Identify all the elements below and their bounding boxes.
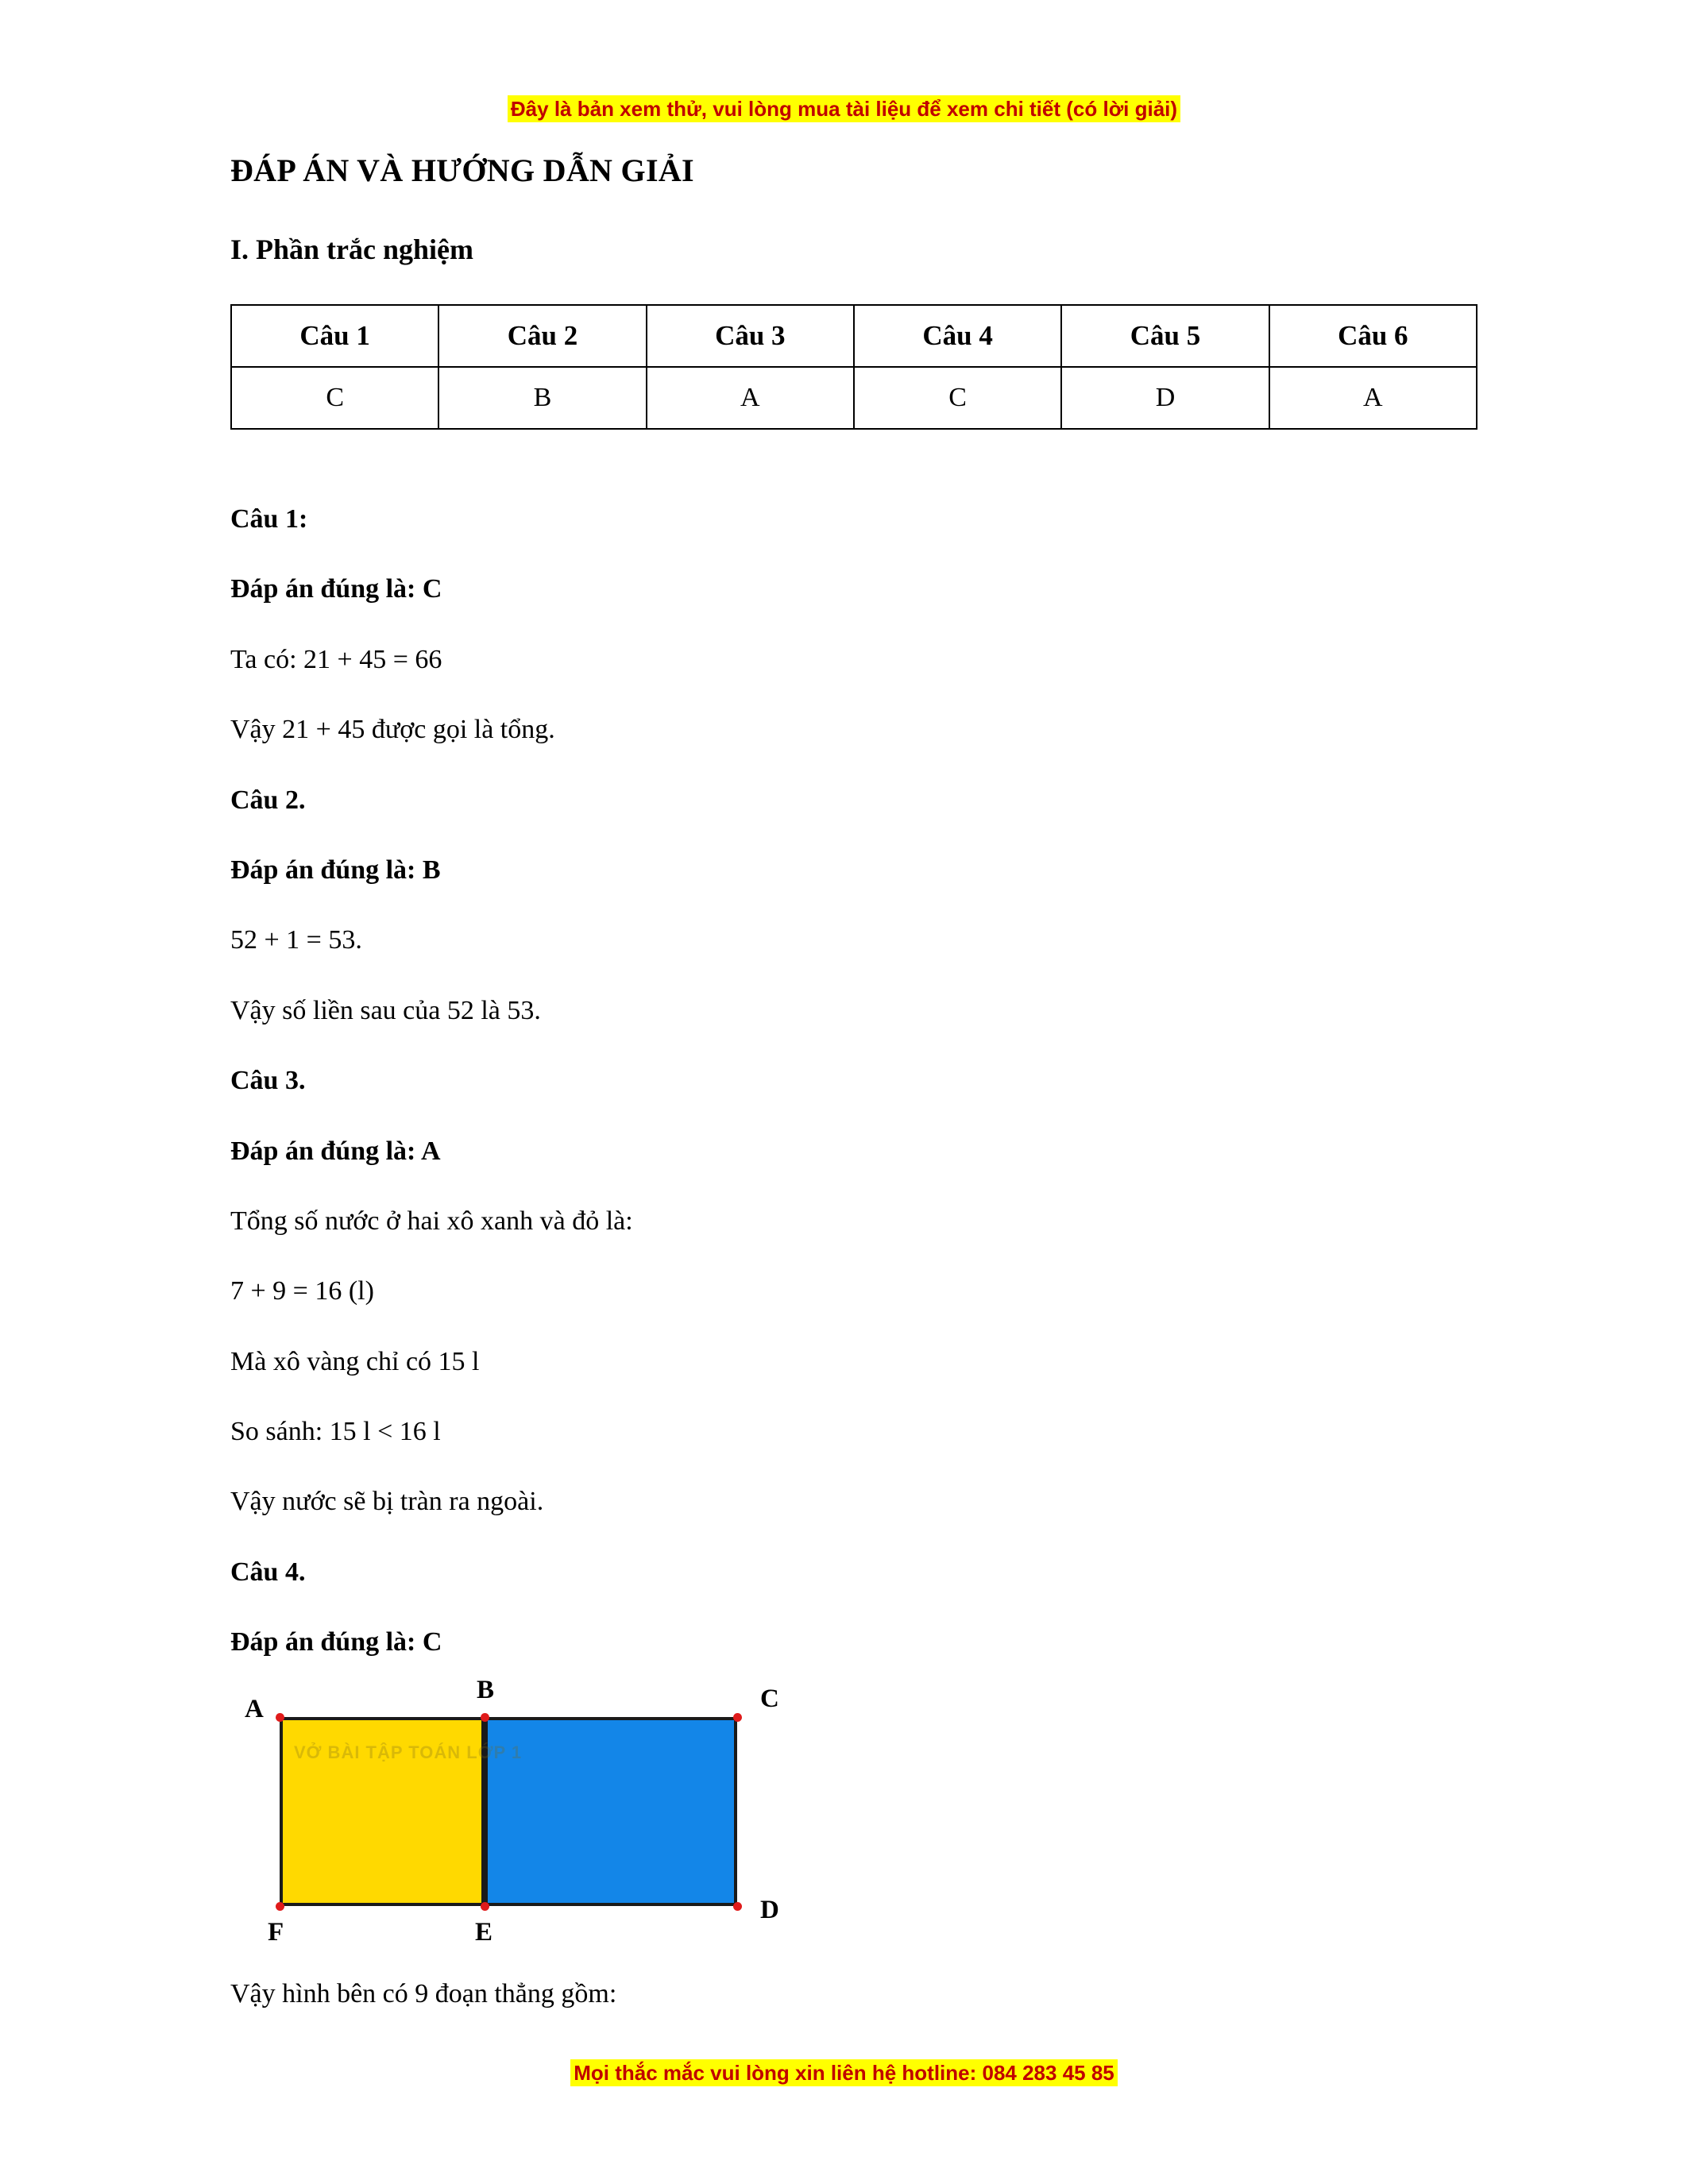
table-answer-cell-3: A bbox=[647, 367, 854, 429]
solution-line-2-1: 52 + 1 = 53. bbox=[230, 925, 362, 955]
table-header-cell-4: Câu 4 bbox=[854, 305, 1061, 367]
solution-line-1-2: Vậy 21 + 45 được gọi là tổng. bbox=[230, 715, 555, 745]
table-row-answers bbox=[231, 367, 1477, 429]
vertex-dot-b bbox=[481, 1713, 489, 1722]
answer-key-table bbox=[230, 304, 1477, 430]
vertex-dot-a bbox=[276, 1713, 284, 1722]
vertex-label-d: D bbox=[760, 1895, 779, 1924]
vertex-label-a: A bbox=[245, 1694, 264, 1723]
solution-line-3-1: Tổng số nước ở hai xô xanh và đỏ là: bbox=[230, 1206, 633, 1236]
vertex-label-c: C bbox=[760, 1684, 779, 1713]
vertex-dot-f bbox=[276, 1902, 284, 1911]
vertex-dot-d bbox=[733, 1902, 742, 1911]
question-heading-4: Câu 4. bbox=[230, 1557, 306, 1587]
solution-line-3-2: 7 + 9 = 16 (l) bbox=[230, 1276, 374, 1306]
vertex-label-f: F bbox=[268, 1917, 284, 1947]
vertex-label-e: E bbox=[475, 1917, 493, 1947]
solution-line-4-1: Vậy hình bên có 9 đoạn thẳng gồm: bbox=[230, 1978, 617, 2008]
rectangle-figure bbox=[245, 1675, 804, 1949]
table-row-headers bbox=[231, 305, 1477, 367]
hotline-notice-bottom bbox=[0, 2059, 1688, 2087]
section-title-multiple-choice: I. Phần trắc nghiệm bbox=[230, 233, 473, 265]
answer-line-1: Đáp án đúng là: C bbox=[230, 574, 442, 604]
preview-notice-top bbox=[0, 95, 1688, 123]
table-header-cell-2: Câu 2 bbox=[438, 305, 646, 367]
table-answer-cell-1: C bbox=[231, 367, 438, 429]
table-answer-cell-2: B bbox=[438, 367, 646, 429]
vertex-dot-c bbox=[733, 1713, 742, 1722]
document-body bbox=[230, 147, 1517, 2016]
solution-line-3-3: Mà xô vàng chỉ có 15 l bbox=[230, 1346, 480, 1376]
solution-line-3-4: So sánh: 15 l < 16 l bbox=[230, 1417, 441, 1447]
table-answer-cell-6: A bbox=[1269, 367, 1477, 429]
table-header-cell-3: Câu 3 bbox=[647, 305, 854, 367]
figure-watermark: VỞ BÀI TẬP TOÁN LỚP 1 bbox=[294, 1742, 523, 1762]
vertex-label-b: B bbox=[477, 1675, 495, 1704]
solution-line-1-1: Ta có: 21 + 45 = 66 bbox=[230, 644, 442, 674]
hotline-notice-text: Mọi thắc mắc vui lòng xin liên hệ hotline: 084 283 45 85 bbox=[570, 2059, 1118, 2086]
table-header-cell-5: Câu 5 bbox=[1061, 305, 1269, 367]
table-answer-cell-4: C bbox=[854, 367, 1061, 429]
table-header-cell-1: Câu 1 bbox=[231, 305, 438, 367]
page-title: ĐÁP ÁN VÀ HƯỚNG DẪN GIẢI bbox=[230, 152, 694, 188]
preview-notice-top-text: Đây là bản xem thử, vui lòng mua tài liệu để xem chi tiết (có lời giải) bbox=[508, 95, 1180, 122]
question-heading-3: Câu 3. bbox=[230, 1066, 306, 1096]
blue-rectangle-shape bbox=[485, 1717, 737, 1906]
table-header-cell-6: Câu 6 bbox=[1269, 305, 1477, 367]
answer-line-4: Đáp án đúng là: C bbox=[230, 1627, 442, 1657]
answer-line-2: Đáp án đúng là: B bbox=[230, 855, 441, 885]
solution-line-2-2: Vậy số liền sau của 52 là 53. bbox=[230, 995, 541, 1025]
question-heading-2: Câu 2. bbox=[230, 785, 306, 815]
table-answer-cell-5: D bbox=[1061, 367, 1269, 429]
solution-line-3-5: Vậy nước sẽ bị tràn ra ngoài. bbox=[230, 1487, 544, 1517]
question-heading-1: Câu 1: bbox=[230, 504, 308, 534]
vertex-dot-e bbox=[481, 1902, 489, 1911]
answer-line-3: Đáp án đúng là: A bbox=[230, 1136, 441, 1166]
